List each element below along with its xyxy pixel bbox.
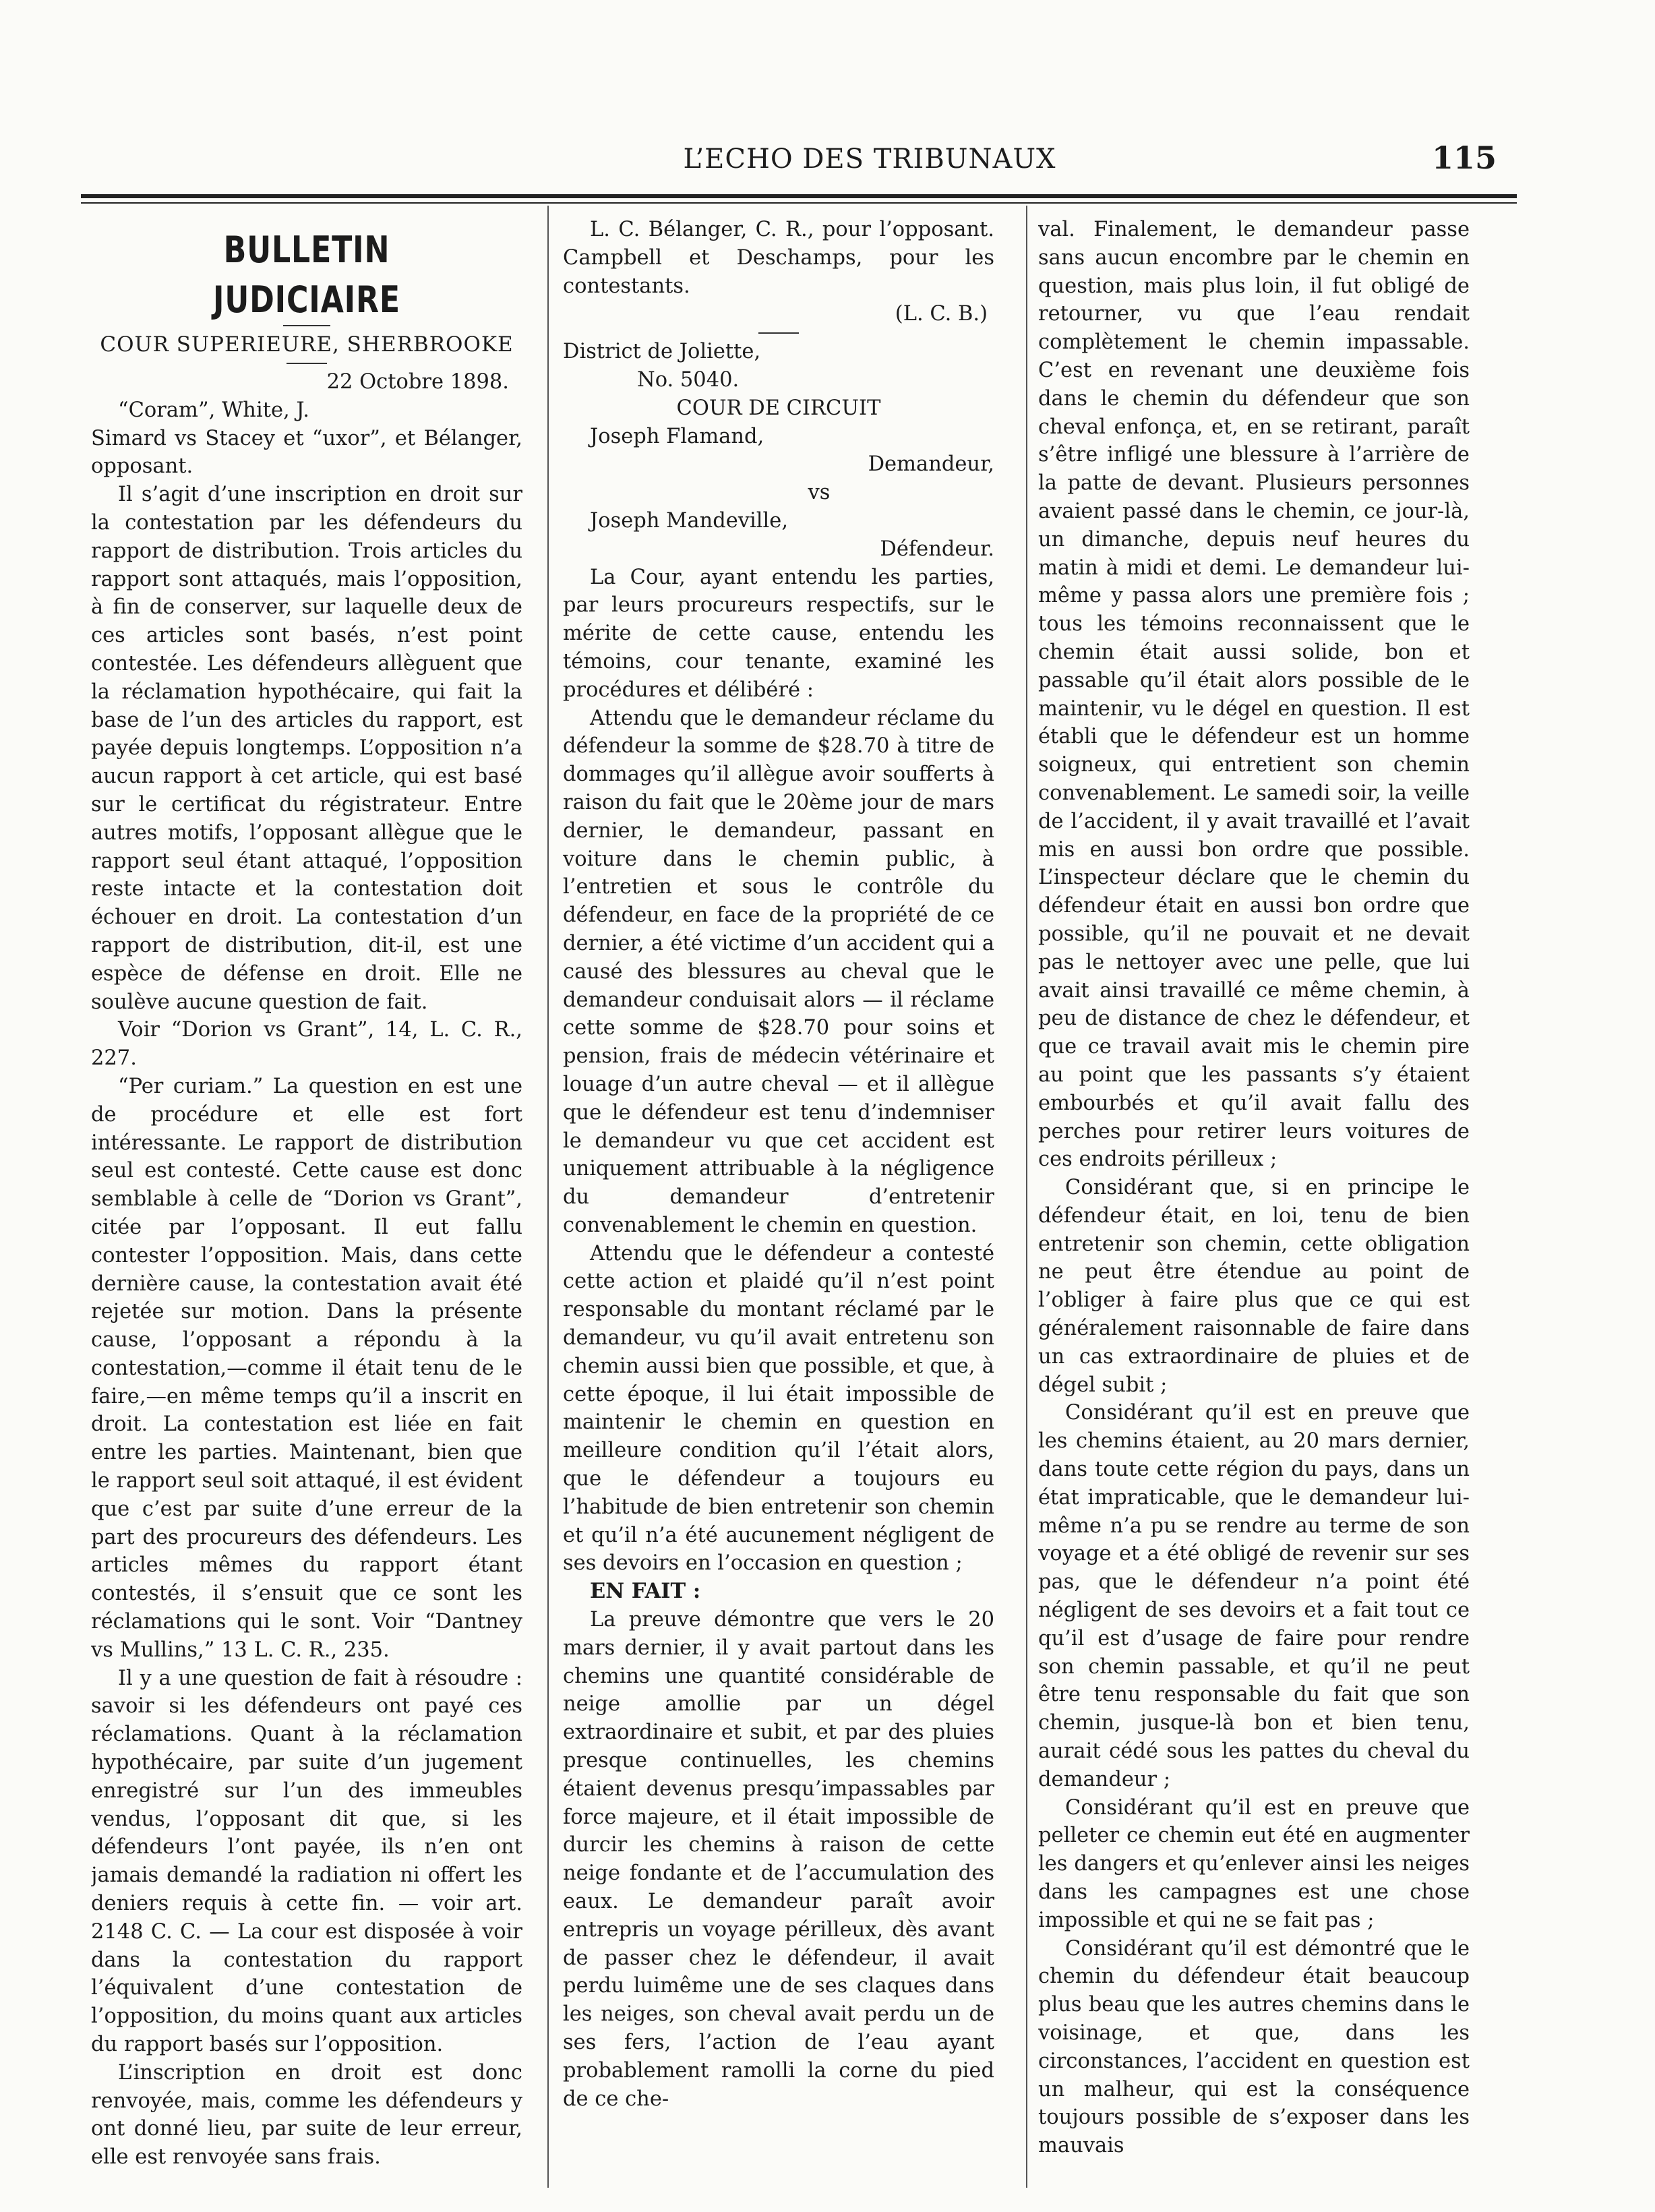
header-rule-thick xyxy=(81,194,1517,198)
court-dash xyxy=(287,363,327,364)
paragraph: L’inscription en droit est donc renvoyée, mais, comme les défendeurs y ont donné lieu, par suite de leur erreur, elle est renvoyée sans frais. xyxy=(91,2060,522,2170)
running-title: L’ECHO DES TRIBUNAUX xyxy=(683,144,1056,175)
court-heading-superieure: COUR SUPERIEURE, SHERBROOKE xyxy=(100,332,514,357)
paragraph: Voir “Dorion vs Grant”, 14, L. C. R., 227. xyxy=(91,1018,522,1071)
title-dash xyxy=(283,325,330,326)
column-2 xyxy=(563,216,994,2191)
court-heading-circuit: COUR DE CIRCUIT xyxy=(676,396,881,420)
plaintiff-role: Demandeur, xyxy=(868,452,994,477)
case-number: No. 5040. xyxy=(637,367,740,392)
paragraph: Considérant qu’il est démontré que le chemin du défendeur était beaucoup plus beau que les autres chemins dans le voisinage, et que, dans les circonstances, l’accident en question est un malheur, qui est la conséquence toujours possible de s’exposer dans les mauvais xyxy=(1038,1936,1470,2158)
paragraph: val. Finalement, le demandeur passe sans aucun encombre par le chemin en question, mais plus loin, il fut obligé de retourner, vu que l’eau rendait complètement le chemin impassable. C’est en revenant une deuxième fois dans le chemin du défendeur que son cheval enfonça, et, en se retirant, paraît s’être infligé une blessure à l’arrière de la patte de devant. Plusieurs personnes avaient passé dans le chemin, ce jour-là, un dimanche, depuis neuf heures du matin à midi et demi. Le demandeur lui-même y passa alors une première fois ; tous les témoins reconnaissent que le chemin était aussi solide, bon et passable qu’il était alors possible de le maintenir, vu le dégel en question. Il est établi que le défendeur est un homme soigneux, qui entretient son chemin convenablement. Le samedi soir, la veille de l’accident, il y avait travaillé et l’avait mis en aussi bon ordre que possible. L’inspecteur déclare que le chemin du défendeur était en aussi bon ordre que possible, qu’il ne pouvait et ne devait pas le nettoyer avec une pelle, que lui avait ainsi travaillé ce même chemin, à peu de distance de chez le défendeur, et que ce travail avait mis le chemin pire au point que les passants s’y étaient embourbés et qu’il avait fallu des perches pour retirer leurs voitures de ces endroits périlleux ; xyxy=(1038,218,1470,1172)
en-fait-heading: EN FAIT : xyxy=(590,1579,701,1604)
judgment-date: 22 Octobre 1898. xyxy=(326,370,509,394)
defendant-name: Joseph Mandeville, xyxy=(590,508,789,533)
paragraph: Considérant qu’il est en preuve que pelleter ce chemin eut été en augmenter les dangers et qu’enlever ainsi les neiges dans les campagnes est une chose impossible et qui ne se fait pas ; xyxy=(1038,1795,1470,1932)
versus-label: vs xyxy=(808,481,831,505)
paragraph: Il s’agit d’une inscription en droit sur la contestation par les défendeurs du rapport de distribution. Trois articles du rapport sont attaqués, mais l’opposition, à fin de conserver, sur laquelle deux de ces articles sont basés, n’est point contestée. Les défendeurs allèguent que la réclamation hypothécaire, qui fait la base de l’un des articles du rapport, est payée depuis longtemps. L’opposition n’a aucun rapport à cet article, qui est basé sur le certificat du régistrateur. Entre autres motifs, l’opposant allègue que le rapport seul étant attaqué, l’opposition reste intacte et la contestation doit échouer en droit. La contestation d’un rapport de distribution, dit-il, est une espèce de défense en droit. Elle ne soulève aucune question de fait. xyxy=(91,483,522,1014)
paragraph: Considérant qu’il est en preuve que les chemins étaient, au 20 mars dernier, dans toute cette région du pays, dans un état impraticable, que le demandeur lui-même n’a pu se rendre au terme de son voyage et a été obligé de revenir sur ses pas, que le défendeur n’a point été négligent de ses devoirs et a fait tout ce qu’il est d’usage de faire pour rendre son chemin passable, et qu’il ne peut être tenu responsable du fait que son chemin, jusque-là bon et bien tenu, aurait cédé sous les pattes du cheval du demandeur ; xyxy=(1038,1401,1470,1791)
paragraph: La Cour, ayant entendu les parties, par leurs procureurs respectifs, sur le mérite de cette cause, entendu les témoins, cour tenante, examiné les procédures et délibéré : xyxy=(563,565,994,702)
column-1 xyxy=(91,216,522,2191)
district-line: District de Joliette, xyxy=(563,340,761,364)
bulletin-title: BULLETIN JUDICIAIRE xyxy=(213,229,400,321)
paragraph: Il y a une question de fait à résoudre : savoir si les défendeurs ont payé ces réclamations. Quant à la réclamation hypothécaire, par suite d’un jugement enregistré sur l’un des immeubles vendus, l’opposant dit que, si les défendeurs l’ont payée, ils n’en ont jamais demandé la radiation ni offert les deniers requis à cette fin. — voir art. 2148 C. C. — La cour est disposée à voir dans la contestation du rapport l’équivalent d’une contestation de l’opposition, du moins quant aux articles du rapport basés sur l’opposition. xyxy=(91,1666,522,2057)
paragraph: Attendu que le défendeur a contesté cette action et plaidé qu’il n’est point responsable du montant réclamé par le demandeur, vu qu’il avait entretenu son chemin aussi bien que possible, et que, à cette époque, il lui était impossible de maintenir le chemin en question en meilleure condition qu’il l’était alors, que le défendeur a toujours eu l’habitude de bien entretenir son chemin et qu’il n’a été aucunement négligent de ses devoirs en l’occasion en question ; xyxy=(563,1241,994,1576)
column-divider-right xyxy=(1026,206,1027,2188)
page-number: 115 xyxy=(1431,140,1497,176)
paragraph: Attendu que le demandeur réclame du défendeur la somme de $28.70 à titre de dommages qu’il allègue avoir soufferts à raison du fait que le 20ème jour de mars dernier, le demandeur, passant en voiture dans le chemin public, à l’entretien et sous le contrôle du défendeur, en face de la propriété de ce dernier, a été victime d’un accident qui a causé des blessures au cheval que le demandeur conduisait alors — il réclame cette somme de $28.70 pour soins et pension, frais de médecin vétérinaire et louage d’un autre cheval — et il allègue que le défendeur est tenu d’indemniser le demandeur vu que cet accident est uniquement attribuable à la négligence du demandeur d’entretenir convenablement le chemin en question. xyxy=(563,706,994,1237)
paragraph: “Per curiam.” La question en est une de procédure et elle est fort intéressante. Le rapport de distribution seul est contesté. Cette cause est donc semblable à celle de “Dorion vs Grant”, citée par l’opposant. Il eut fallu contester l’opposition. Mais, dans cette dernière cause, la contestation avait été rejetée sur motion. Dans la présente cause, l’opposant a répondu à la contestation,—comme il était tenu de le faire,—en même temps qu’il a inscrit en droit. La contestation est liée en fait entre les parties. Maintenant, bien que le rapport seul soit attaqué, il est évident que c’est par suite d’une erreur de la part des procureurs des défendeurs. Les articles mêmes du rapport étant contestés, il s’ensuit que ce sont les réclamations qui le sont. Voir “Dantney vs Mullins,” 13 L. C. R., 235. xyxy=(91,1074,522,1662)
paragraph: La preuve démontre que vers le 20 mars dernier, il y avait partout dans les chemins une quantité considérable de neige amollie par un dégel extraordinaire et subit, et par des pluies presque continuelles, les chemins étaient devenus presqu’impassables par force majeure, et il était impossible de durcir les chemins à raison de cette neige fondante et de l’accumulation des eaux. Le demandeur paraît avoir entrepris un voyage périlleux, dès avant de passer chez le défendeur, il avait perdu luimême une de ses claques dans les neiges, son cheval avait perdu un de ses fers, l’action de l’eau ayant probablement ramolli la corne du pied de ce che- xyxy=(563,1608,994,2111)
section-dash xyxy=(758,332,799,334)
author-initials: (L. C. B.) xyxy=(895,302,988,326)
plaintiff-name: Joseph Flamand, xyxy=(590,424,764,448)
column-divider-left xyxy=(547,206,549,2188)
column-3 xyxy=(1038,216,1470,2191)
judge-line: “Coram”, White, J. xyxy=(118,398,309,422)
header-rule-thin xyxy=(81,202,1517,204)
defendant-role: Défendeur. xyxy=(880,537,994,561)
paragraph: Considérant que, si en principe le défendeur était, en loi, tenu de bien entretenir son chemin, cette obligation ne peut être étendue au point de l’obliger à faire plus que ce qui est généralement raisonnable de faire dans un cas extraordinaire de pluies et de dégel subit ; xyxy=(1038,1176,1470,1397)
case-parties: Simard vs Stacey et “uxor”, et Bélanger, opposant. xyxy=(91,426,522,479)
counsel-paragraph: L. C. Bélanger, C. R., pour l’opposant. Campbell et Deschamps, pour les contestants. xyxy=(563,218,994,298)
